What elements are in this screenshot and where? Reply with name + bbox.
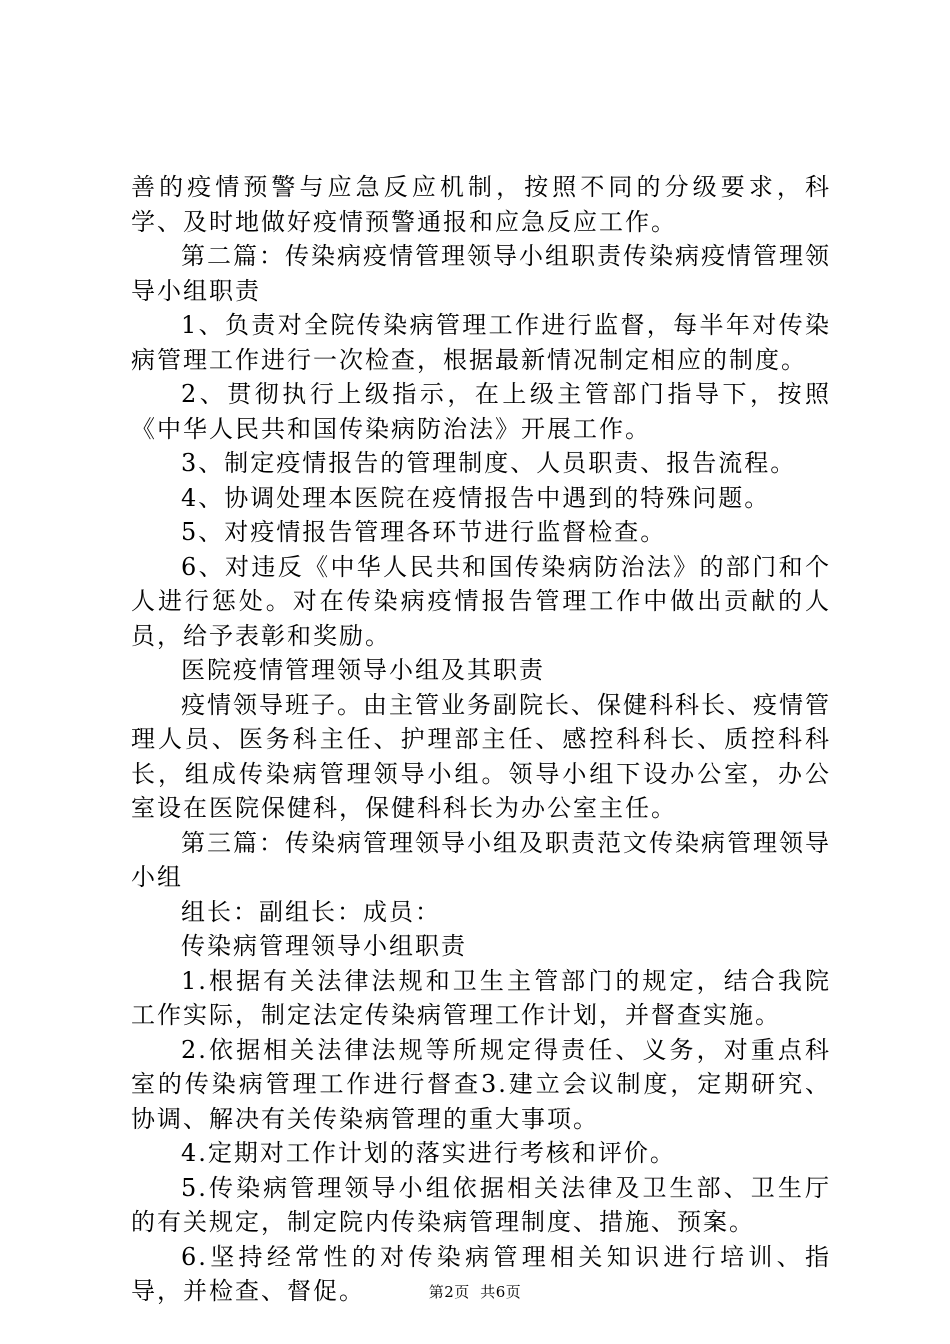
- paragraph-continuation: 善的疫情预警与应急反应机制，按照不同的分级要求，科学、及时地做好疫情预警通报和应急反应工作。: [131, 173, 831, 236]
- paragraph-item-5: 5.传染病管理领导小组依据相关法律及卫生部、卫生厅的有关规定，制定院内传染病管理制度、措施、预案。: [131, 1173, 831, 1236]
- paragraph-duty-2: 2、贯彻执行上级指示，在上级主管部门指导下，按照《中华人民共和国传染病防治法》开展工作。: [131, 380, 831, 443]
- paragraph-item-1: 1.根据有关法律法规和卫生主管部门的规定，结合我院工作实际，制定法定传染病管理工作计划，并督查实施。: [131, 966, 831, 1029]
- paragraph-duty-6: 6、对违反《中华人民共和国传染病防治法》的部门和个人进行惩处。对在传染病疫情报告管理工作中做出贡献的人员，给予表彰和奖励。: [131, 552, 831, 650]
- paragraph-members: 组长：副组长：成员：: [181, 897, 441, 926]
- paragraph-duty-3: 3、制定疫情报告的管理制度、人员职责、报告流程。: [181, 449, 797, 477]
- paragraph-item-4: 4.定期对工作计划的落实进行考核和评价。: [181, 1139, 676, 1167]
- subheading-hospital-group: 医院疫情管理领导小组及其职责: [181, 656, 545, 684]
- paragraph-duty-4: 4、协调处理本医院在疫情报告中遇到的特殊问题。: [181, 483, 771, 512]
- section-heading-part-3: 第三篇：传染病管理领导小组及职责范文传染病管理领导小组: [131, 828, 831, 891]
- paragraph-leadership-team: 疫情领导班子。由主管业务副院长、保健科科长、疫情管理人员、医务科主任、护理部主任、感控科科长、质控科科长，组成传染病管理领导小组。领导小组下设办公室，办公室设在医院保健科，保健科科长为办公室主任。: [131, 690, 831, 822]
- page-number-footer: 第2页 共6页: [428, 1283, 522, 1301]
- section-heading-part-2: 第二篇：传染病疫情管理领导小组职责传染病疫情管理领导小组职责: [131, 242, 831, 305]
- subheading-group-duties: 传染病管理领导小组职责: [181, 932, 467, 960]
- paragraph-item-6: 6.坚持经常性的对传染病管理相关知识进行培训、指导，并检查、督促。: [131, 1242, 831, 1305]
- document-body: [131, 170, 831, 1309]
- paragraph-item-2-3: 2.依据相关法律法规等所规定得责任、义务，对重点科室的传染病管理工作进行督查3.建立会议制度，定期研究、协调、解决有关传染病管理的重大事项。: [131, 1035, 831, 1133]
- paragraph-duty-5: 5、对疫情报告管理各环节进行监督检查。: [181, 518, 667, 546]
- paragraph-duty-1: 1、负责对全院传染病管理工作进行监督，每半年对传染病管理工作进行一次检查，根据最新情况制定相应的制度。: [131, 311, 831, 374]
